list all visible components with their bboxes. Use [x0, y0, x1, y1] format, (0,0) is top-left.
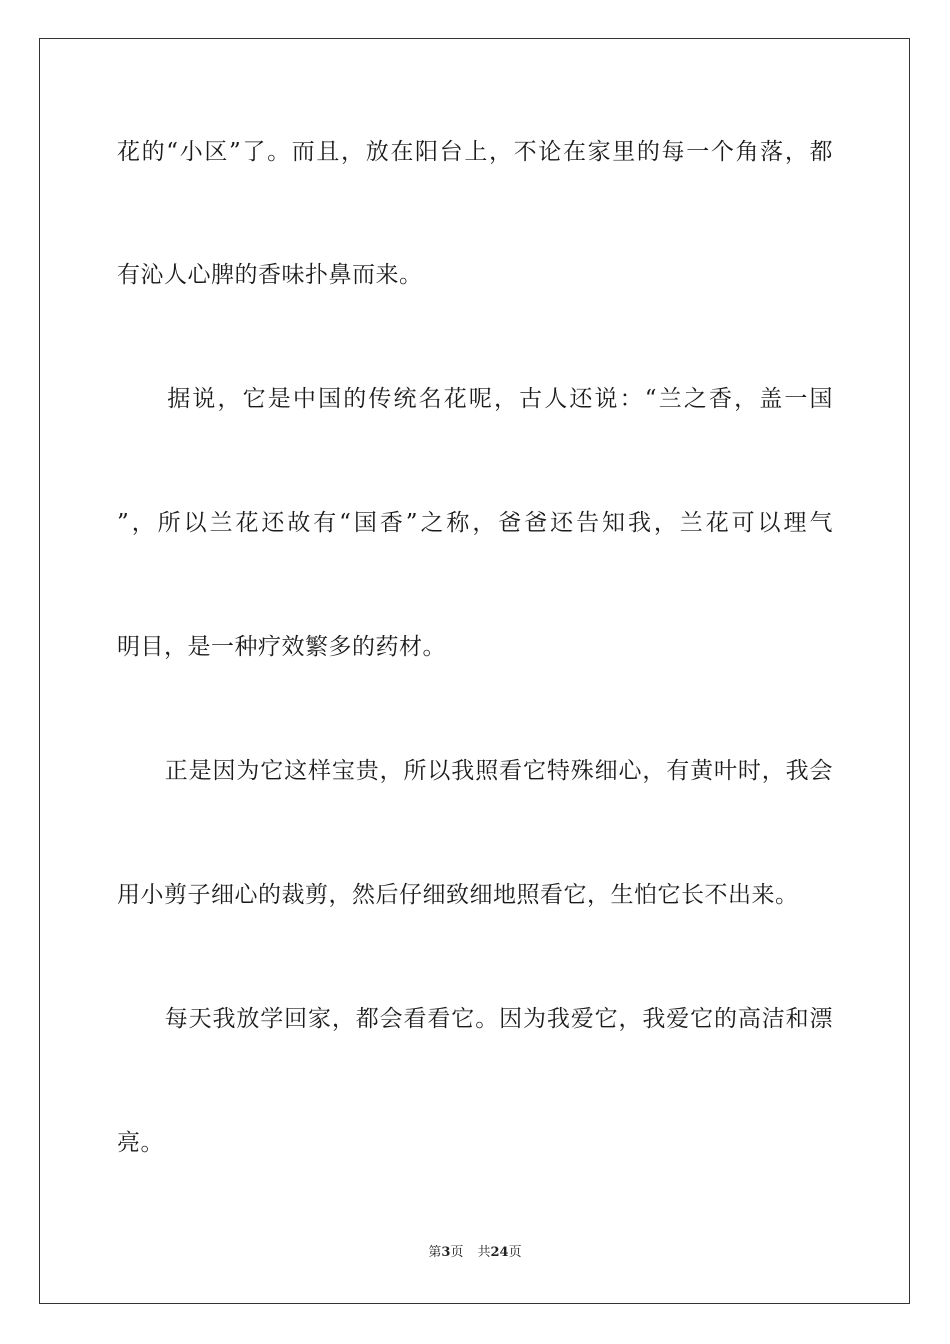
page-number: 3 — [441, 1245, 451, 1260]
page-suffix: 页 — [450, 1245, 464, 1260]
total-prefix: 共 — [477, 1245, 491, 1260]
page-prefix: 第 — [428, 1245, 442, 1260]
text-line-3: 据说，它是中国的传统名花呢，古人还说：“兰之香，盖一国 — [117, 386, 833, 412]
text-line-1: 花的“小区”了。而且，放在阳台上，不论在家里的每一个角落，都 — [117, 139, 833, 165]
text-line-8: 每天我放学回家，都会看看它。因为我爱它，我爱它的高洁和漂 — [117, 1006, 833, 1032]
page-footer — [0, 1244, 950, 1262]
text-line-6: 正是因为它这样宝贵，所以我照看它特殊细心，有黄叶时，我会 — [117, 758, 833, 784]
page-border — [39, 38, 910, 1304]
total-suffix: 页 — [508, 1245, 522, 1260]
text-line-4: ”，所以兰花还故有“国香”之称，爸爸还告知我，兰花可以理气 — [117, 510, 833, 536]
total-pages: 24 — [490, 1245, 509, 1260]
text-line-5: 明目，是一种疗效繁多的药材。 — [117, 634, 446, 660]
text-line-2: 有沁人心脾的香味扑鼻而来。 — [117, 262, 423, 288]
text-line-7: 用小剪子细心的裁剪，然后仔细致细地照看它，生怕它长不出来。 — [117, 882, 799, 908]
text-line-9: 亮。 — [117, 1130, 164, 1156]
